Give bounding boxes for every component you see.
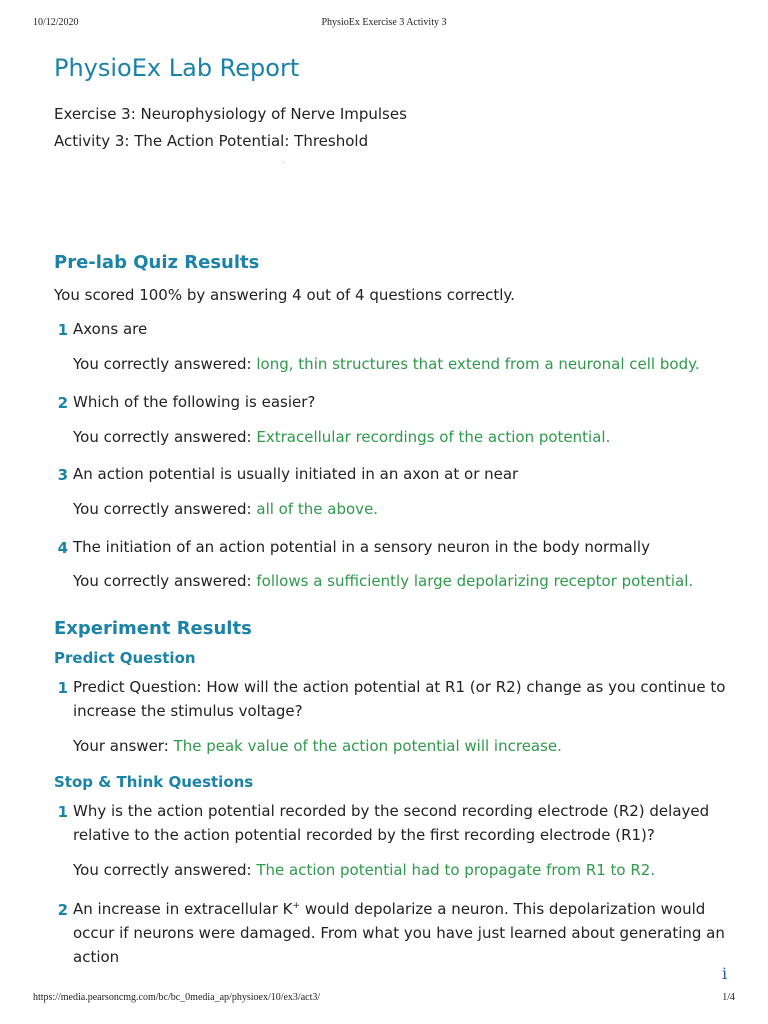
question-text-part: An increase in extracellular K <box>73 900 293 918</box>
answer-value: long, thin structures that extend from a neuronal cell body. <box>256 355 700 373</box>
answer-line <box>73 500 733 518</box>
answer-line <box>73 428 733 446</box>
answer-prefix: You correctly answered: <box>73 861 252 879</box>
answer-value: Extracellular recordings of the action potential. <box>256 428 611 446</box>
answer-value: The action potential had to propagate from R1 to R2. <box>256 861 656 879</box>
print-date: 10/12/2020 <box>33 17 79 28</box>
answer-line <box>73 861 733 879</box>
answer-value: follows a sufficiently large depolarizing receptor potential. <box>256 572 694 590</box>
question-number: 3 <box>57 466 68 484</box>
experiment-heading: Experiment Results <box>54 618 252 639</box>
stop-think-heading: Stop & Think Questions <box>54 773 254 791</box>
predict-answer-line <box>73 737 733 755</box>
activity-line: Activity 3: The Action Potential: Threshold <box>54 132 369 150</box>
answer-prefix: Your answer: <box>73 737 169 755</box>
print-title: PhysioEx Exercise 3 Activity 3 <box>321 17 447 28</box>
question-text: An action potential is usually initiated in an axon at or near <box>73 465 519 483</box>
question-text: The initiation of an action potential in a sensory neuron in the body normally <box>73 538 650 556</box>
predict-heading: Predict Question <box>54 649 196 667</box>
separator-dot: · <box>282 158 285 167</box>
answer-prefix: You correctly answered: <box>73 572 252 590</box>
question-number: 1 <box>57 803 68 821</box>
print-url: https://media.pearsoncmg.com/bc/bc_0media_ap/physioex/10/ex3/act3/ <box>33 992 321 1003</box>
exercise-line: Exercise 3: Neurophysiology of Nerve Impulses <box>54 105 407 123</box>
question-text-part: would depolarize a neuron. This depolarization would occur if neurons were damaged. From what you have just learned about generating an action <box>73 900 725 966</box>
info-icon[interactable]: i <box>722 964 728 983</box>
superscript-plus: + <box>292 901 301 911</box>
prelab-summary: You scored 100% by answering 4 out of 4 questions correctly. <box>54 286 515 304</box>
answer-line <box>73 355 733 373</box>
question-number: 2 <box>57 901 68 919</box>
question-number: 1 <box>57 321 68 339</box>
report-title: PhysioEx Lab Report <box>54 54 300 82</box>
answer-value: The peak value of the action potential will increase. <box>173 737 562 755</box>
answer-prefix: You correctly answered: <box>73 428 252 446</box>
question-number: 2 <box>57 394 68 412</box>
page-number: 1/4 <box>722 992 735 1003</box>
question-text: Which of the following is easier? <box>73 393 316 411</box>
predict-question-text: Predict Question: How will the action potential at R1 (or R2) change as you continue to increase the stimulus voltage? <box>73 678 726 720</box>
question-number: 4 <box>57 539 68 557</box>
question-text: Why is the action potential recorded by the second recording electrode (R2) delayed relative to the action potential recorded by the first recording electrode (R1)? <box>73 802 710 844</box>
question-text <box>73 897 733 969</box>
answer-prefix: You correctly answered: <box>73 355 252 373</box>
question-text: Axons are <box>73 320 148 338</box>
question-number: 1 <box>57 679 68 697</box>
answer-prefix: You correctly answered: <box>73 500 252 518</box>
answer-value: all of the above. <box>256 500 379 518</box>
prelab-heading: Pre-lab Quiz Results <box>54 252 260 273</box>
answer-line <box>73 572 733 590</box>
